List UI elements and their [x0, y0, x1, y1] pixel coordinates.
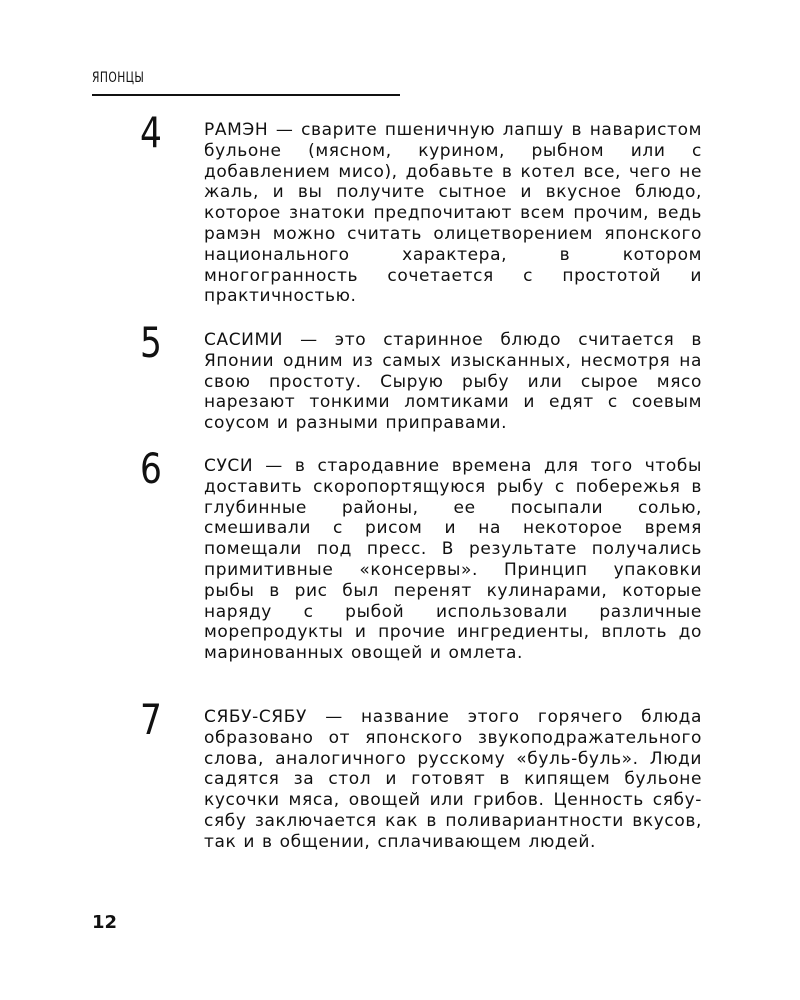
entry-number: 6: [140, 444, 162, 493]
entry-text: САСИМИ — это старинное блюдо считается в Японии одним из самых изысканных, несмотря на свою простоту. Сырую рыбу или сырое мясо нарезают тонкими ломтиками и едят с соевым соусом и разными приправами.: [204, 330, 702, 434]
entry-number: 5: [140, 318, 162, 367]
entry-text: СУСИ — в стародавние времена для того чтобы доставить скоропортящуюся рыбу с побережья в глубинные районы, ее посыпали солью, смешивали с рисом и на некоторое время помещали под пресс. В результате получались примитивные «консервы». Принцип упаковки рыбы в рис был перенят кулинарами, которые наряду с рыбой использовали различные морепродукты и прочие ингредиенты, вплоть до маринованных овощей и омлета.: [204, 456, 702, 664]
header-rule: [92, 94, 400, 96]
page-number: 12: [92, 912, 118, 933]
entry-text: СЯБУ-СЯБУ — название этого горячего блюда образовано от японского звукоподражательного слова, аналогичного русскому «буль-буль». Люди садятся за стол и готовят в кипящем бульоне кусочки мяса, овощей или грибов. Ценность сябу-сябу заключается как в поливариантности вкусов, так и в общении, сплачивающем людей.: [204, 707, 702, 852]
running-head: ЯПОНЦЫ: [92, 70, 145, 86]
entry-number: 4: [140, 108, 162, 157]
entry-number: 7: [140, 695, 162, 744]
entry-text: РАМЭН — сварите пшеничную лапшу в наваристом бульоне (мясном, курином, рыбном или с добавлением мисо), добавьте в котел все, чего не жаль, и вы получите сытное и вкусное блюдо, которое знатоки предпочитают всем прочим, ведь рамэн можно считать олицетворением японского национального характера, в котором многогранность сочетается с простотой и практичностью.: [204, 120, 702, 307]
